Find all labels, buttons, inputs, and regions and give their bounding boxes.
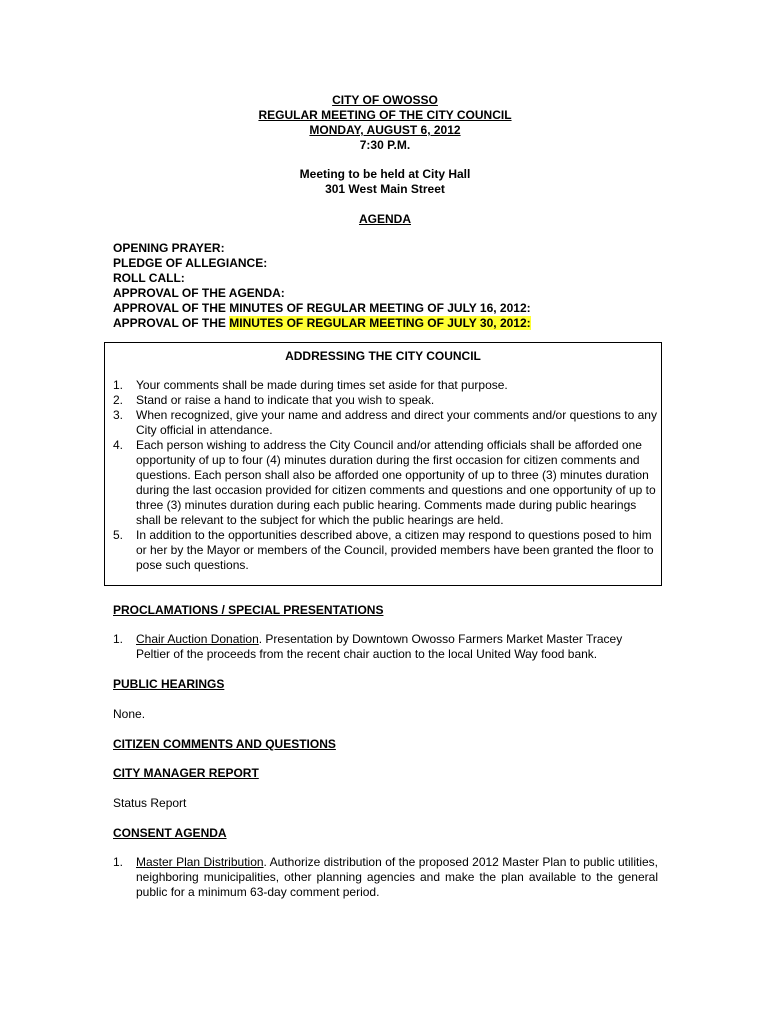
opening-items [113,241,531,331]
meeting-title: REGULAR MEETING OF THE CITY COUNCIL [258,108,512,122]
roll-call: ROLL CALL: [113,271,185,285]
approval-of-agenda: APPROVAL OF THE AGENDA: [113,286,285,300]
list-number: 5. [113,528,124,542]
rule-text: Your comments shall be made during times set aside for that purpose. [136,378,508,392]
location-line-2: 301 West Main Street [325,182,445,196]
consent-agenda-heading: CONSENT AGENDA [113,826,227,840]
list-number: 2. [113,393,124,407]
rule-text: Stand or raise a hand to indicate that you wish to speak. [136,393,435,407]
council-rules-list [113,378,659,573]
pledge-of-allegiance: PLEDGE OF ALLEGIANCE: [113,256,268,270]
list-item [113,393,659,408]
approval-prefix: APPROVAL OF THE [113,316,230,330]
opening-prayer: OPENING PRAYER: [113,241,225,255]
location-line-1: Meeting to be held at City Hall [299,167,471,181]
list-item [113,408,659,438]
list-number: 1. [113,632,124,646]
item-text: . Presentation by Downtown Owosso Farmers Market Master Tracey Peltier of the proceeds from the recent chair auction to the local United Way food bank. [136,632,623,661]
rule-text: Each person wishing to address the City Council and/or attending officials shall be afforded one opportunity of up to four (4) minutes duration during the first occasion for citizen comments and questions. Each person shall also be afforded one opportunity of up to three (3) minutes duration during the last occasion provided for citizen comments and questions and one opportunity of up to three (3) minutes duration during each public hearing. Comments made during public hearings shall be relevant to the subject for which the public hearings are held. [136,438,656,527]
meeting-location [0,167,770,197]
rule-text: When recognized, give your name and address and direct your comments and/or questions to any City official in attendance. [136,408,657,437]
list-item [113,378,659,393]
rule-text: In addition to the opportunities described above, a citizen may respond to questions posed to him or her by the Mayor or members of the Council, provided members have been granted the floor to pose such questions. [136,528,654,572]
city-manager-heading: CITY MANAGER REPORT [113,766,259,780]
meeting-date: MONDAY, AUGUST 6, 2012 [309,123,461,137]
city-manager-text: Status Report [113,796,187,810]
highlighted-text: MINUTES OF REGULAR MEETING OF JULY 30, 2012: [229,316,531,330]
document-header [0,93,770,153]
approval-minutes-july-16: APPROVAL OF THE MINUTES OF REGULAR MEETING OF JULY 16, 2012: [113,301,531,315]
consent-item [113,855,658,900]
proclamations-heading: PROCLAMATIONS / SPECIAL PRESENTATIONS [113,603,384,617]
meeting-time: 7:30 P.M. [359,138,411,152]
item-title: Chair Auction Donation [136,632,259,646]
item-title: Master Plan Distribution [136,855,264,869]
list-number: 3. [113,408,124,422]
item-text: . Authorize distribution of the proposed 2012 Master Plan to public utilities, neighboring municipalities, other planning agencies and make the plan available to the general public for a minimum 63-day comment period. [136,855,658,899]
list-number: 1. [113,855,124,869]
list-number: 1. [113,378,124,392]
approval-minutes-july-30 [113,316,531,331]
citizen-comments-heading: CITIZEN COMMENTS AND QUESTIONS [113,737,336,751]
list-number: 4. [113,438,124,452]
list-item [113,438,659,528]
public-hearings-heading: PUBLIC HEARINGS [113,677,225,691]
proclamation-item [113,632,658,662]
city-name: CITY OF OWOSSO [332,93,438,107]
addressing-council-box [104,342,662,586]
list-item [113,528,659,573]
agenda-title: AGENDA [358,212,411,226]
public-hearings-text: None. [113,707,146,721]
box-title: ADDRESSING THE CITY COUNCIL [285,349,481,363]
